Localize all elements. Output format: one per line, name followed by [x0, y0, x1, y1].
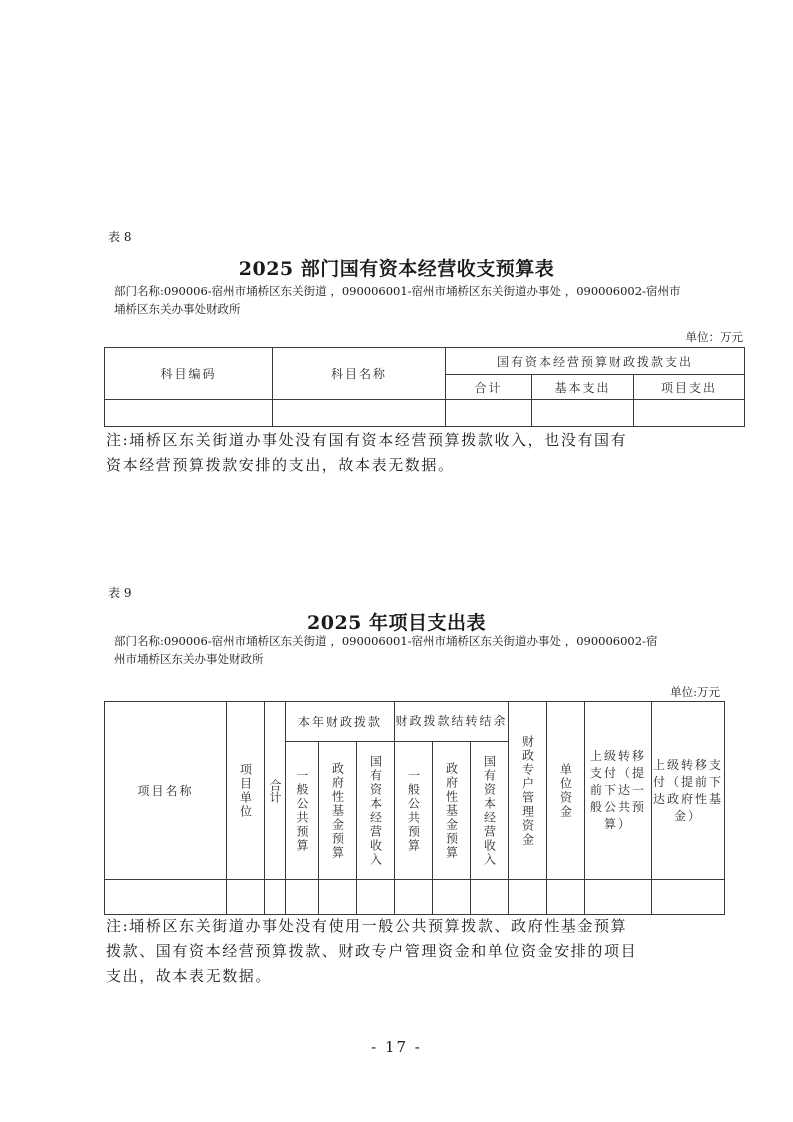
table9-header-total-text: 合计: [268, 778, 282, 803]
table8-grid: [104, 347, 745, 427]
table8-header-basic: 基本支出: [532, 375, 634, 400]
table9-cell: [357, 880, 395, 915]
table9-header-carryover-capital-text: 国有资本经营收入: [482, 754, 497, 867]
table8-header-total: 合计: [446, 375, 532, 400]
table9-department-line1: 部门名称:090006-宿州市埇桥区东关街道 ，090006001-宿州市埇桥区东关街道办事处 ，090006002-宿: [114, 634, 658, 648]
table9-department-line2: 州市埇桥区东关办事处财政所: [114, 652, 264, 666]
table9-header-current-general: [286, 742, 319, 880]
table9-header-transfer-general: 上级转移支付（提前下达一般公共预算）: [585, 702, 652, 880]
table9-cell: [652, 880, 725, 915]
table9-header-project-name: 项目名称: [105, 702, 227, 880]
table8-cell: [105, 400, 273, 427]
table9-header-carryover-fund-text: 政府性基金预算: [444, 761, 459, 860]
table9-cell: [509, 880, 547, 915]
table9-header-special-account-text: 财政专户管理资金: [520, 734, 535, 847]
table8-cell: [634, 400, 745, 427]
table9-header-unit-funds: [547, 702, 585, 880]
table8-cell: [532, 400, 634, 427]
table9-header-transfer-fund: 上级转移支付（提前下达政府性基金）: [652, 702, 725, 880]
table9-header-current-year: 本年财政拨款: [286, 702, 395, 742]
table8-title: 2025 部门国有资本经营收支预算表: [238, 258, 555, 280]
table8-note: [106, 428, 756, 478]
table9-cell: [471, 880, 509, 915]
table9-grid: [104, 701, 725, 915]
table9-title: 2025 年项目支出表: [307, 612, 486, 634]
table9-header-unit-funds-text: 单位资金: [558, 762, 573, 819]
table8-department-line2: 埇桥区东关办事处财政所: [114, 302, 241, 316]
page-number: - 17 -: [371, 1038, 422, 1056]
table9-cell: [286, 880, 319, 915]
table8-note-line2: 资本经营预算拨款安排的支出，故本表无数据。: [106, 456, 455, 474]
table8-department: [114, 282, 754, 318]
table9-header-project-unit-text: 项目单位: [238, 762, 253, 819]
table9-header-current-capital: [357, 742, 395, 880]
table9-header-carryover-capital: [471, 742, 509, 880]
table9-header-current-fund: [319, 742, 357, 880]
table9-note-line3: 支出，故本表无数据。: [106, 967, 273, 985]
table9-row: [105, 880, 725, 915]
table9-cell: [105, 880, 227, 915]
table8-department-line1: 部门名称:090006-宿州市埇桥区东关街道 ，090006001-宿州市埇桥区东关街道办事处 ，090006002-宿州市: [114, 284, 681, 298]
table8-cell: [273, 400, 446, 427]
table9-department: [114, 632, 754, 668]
table9-header-special-account: [509, 702, 547, 880]
table9-header-current-capital-text: 国有资本经营收入: [368, 754, 383, 867]
table9-cell: [227, 880, 265, 915]
table9-note-line2: 拨款、国有资本经营预算拨款、财政专户管理资金和单位资金安排的项目: [106, 942, 638, 960]
table8-row: [105, 400, 745, 427]
table9-cell: [265, 880, 286, 915]
table9-cell: [547, 880, 585, 915]
table8-header-group: 国有资本经营预算财政拨款支出: [446, 348, 745, 375]
table8-unit: 单位：万元: [685, 330, 743, 344]
table9-cell: [319, 880, 357, 915]
table9-note: [106, 914, 756, 989]
table9-header-carryover-general-text: 一般公共预算: [406, 768, 421, 853]
table9-cell: [395, 880, 433, 915]
table9-header-carryover-general: [395, 742, 433, 880]
table9-header-carryover: 财政拨款结转结余: [395, 702, 509, 742]
table9-note-line1: 注:埇桥区东关街道办事处没有使用一般公共预算拨款、政府性基金预算: [106, 917, 628, 935]
table9-header-current-general-text: 一般公共预算: [295, 768, 309, 853]
table9-header-total: [265, 702, 286, 880]
table9-header-project-unit: [227, 702, 265, 880]
table8-label: 表 8: [108, 230, 132, 244]
table9-cell: [585, 880, 652, 915]
table8-note-line1: 注:埇桥区东关街道办事处没有国有资本经营预算拨款收入，也没有国有: [106, 431, 628, 449]
table8-header-code: 科目编码: [105, 348, 273, 400]
table9-unit: 单位:万元: [670, 685, 720, 699]
table9-label: 表 9: [108, 586, 132, 600]
table9-header-current-fund-text: 政府性基金预算: [330, 761, 345, 860]
table9-header-carryover-fund: [433, 742, 471, 880]
table8-header-name: 科目名称: [273, 348, 446, 400]
table9-cell: [433, 880, 471, 915]
table8-cell: [446, 400, 532, 427]
table8-header-project: 项目支出: [634, 375, 745, 400]
